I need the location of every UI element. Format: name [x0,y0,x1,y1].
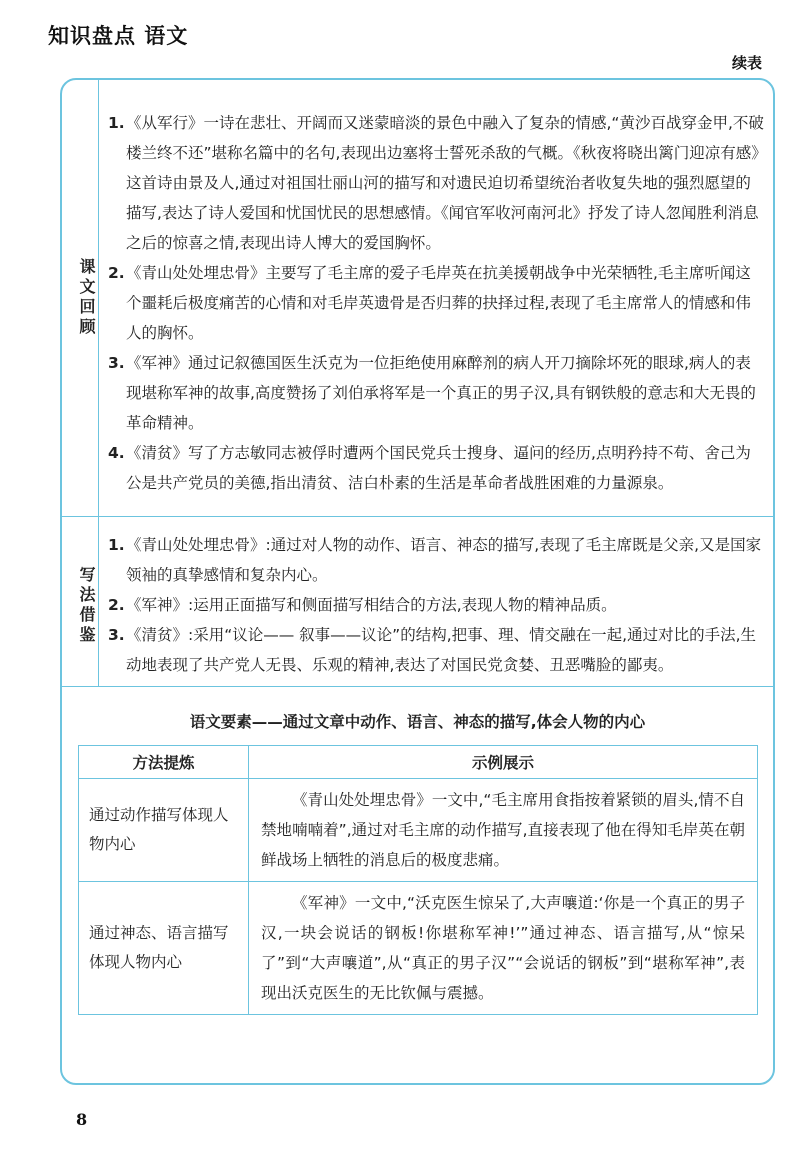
item-number: 3. [108,626,125,644]
table-row [79,882,758,1015]
table-header-row [79,746,758,779]
writing-item-2 [108,590,765,620]
item-number: 3. [108,354,125,372]
review-item-3 [108,348,765,438]
content-frame [60,78,775,1085]
item-text: 《青山处处埋忠骨》主要写了毛主席的爱子毛岸英在抗美援朝战争中光荣牺牲,毛主席听闻这个噩耗后极度痛苦的心情和对毛岸英遗骨是否归葬的抉择过程,表现了毛主席常人的情感和伟人的胸怀。 [126,264,751,342]
review-side-column [62,80,99,516]
method-cell: 通过动作描写体现人物内心 [79,779,249,882]
writing-item-1 [108,530,765,590]
method-cell: 通过神态、语言描写体现人物内心 [79,882,249,1015]
page-header-title: 知识盘点 语文 [48,24,189,48]
review-item-2 [108,258,765,348]
item-number: 2. [108,264,125,282]
writing-content [108,530,765,680]
item-number: 1. [108,114,125,132]
item-text: 《清贫》写了方志敏同志被俘时遭两个国民党兵士搜身、逼问的经历,点明矜持不苟、舍己为公是共产党员的美德,指出清贫、洁白朴素的生活是革命者战胜困难的力量源泉。 [126,444,751,492]
writing-section-label: 写法借鉴 [77,566,96,646]
column-header: 示例展示 [249,746,758,779]
item-number: 2. [108,596,125,614]
review-section [62,80,773,517]
review-item-4 [108,438,765,498]
item-text: 《青山处处埋忠骨》:通过对人物的动作、语言、神态的描写,表现了毛主席既是父亲,又是国家领袖的真挚感情和复杂内心。 [126,536,762,584]
writing-item-3 [108,620,765,680]
writing-side-column [62,516,99,686]
methods-table [78,745,758,1015]
review-item-1 [108,108,765,258]
item-number: 4. [108,444,125,462]
continued-label: 续表 [731,54,762,72]
example-cell: 《青山处处埋忠骨》一文中,“毛主席用食指按着紧锁的眉头,情不自禁地喃喃着”,通过对毛主席的动作描写,直接表现了他在得知毛岸英在朝鲜战场上牺牲的消息后的极度悲痛。 [249,779,758,882]
column-header: 方法提炼 [79,746,249,779]
item-text: 《清贫》:采用“议论—— 叙事——议论”的结构,把事、理、情交融在一起,通过对比的手法,生动地表现了共产党人无畏、乐观的精神,表达了对国民党贪婪、丑恶嘴脸的鄙夷。 [126,626,756,674]
item-text: 《军神》:运用正面描写和侧面描写相结合的方法,表现人物的精神品质。 [126,596,617,614]
item-text: 《军神》通过记叙德国医生沃克为一位拒绝使用麻醉剂的病人开刀摘除坏死的眼球,病人的表现堪称军神的故事,高度赞扬了刘伯承将军是一个真正的男子汉,具有钢铁般的意志和大无畏的革命精神。 [126,354,756,432]
language-element-heading: 语文要素——通过文章中动作、语言、神态的描写,体会人物的内心 [189,713,646,731]
review-section-label: 课文回顾 [77,258,96,338]
review-content [108,108,765,498]
item-text: 《从军行》一诗在悲壮、开阔而又迷蒙暗淡的景色中融入了复杂的情感,“黄沙百战穿金甲,不破楼兰终不还”堪称名篇中的名句,表现出边塞将士誓死杀敌的气概。《秋夜将晓出篱门迎凉有感》这首诗由景及人,通过对祖国壮丽山河的描写和对遗民迫切希望统治者收复失地的强烈愿望的描写,表达了诗人爱国和忧国忧民的思想感情。《闻官军收河南河北》抒发了诗人忽闻胜利消息之后的惊喜之情,表现出诗人博大的爱国胸怀。 [126,114,764,252]
example-cell: 《军神》一文中,“沃克医生惊呆了,大声嚷道:‘你是一个真正的男子汉,一块会说话的钢板!你堪称军神!’”通过神态、语言描写,从“惊呆了”到“大声嚷道”,从“真正的男子汉”“会说话的钢板”到“堪称军神”,表现出沃克医生的无比钦佩与震撼。 [249,882,758,1015]
writing-section [62,516,773,687]
item-number: 1. [108,536,125,554]
table-row [79,779,758,882]
page-number: 8 [76,1110,88,1129]
